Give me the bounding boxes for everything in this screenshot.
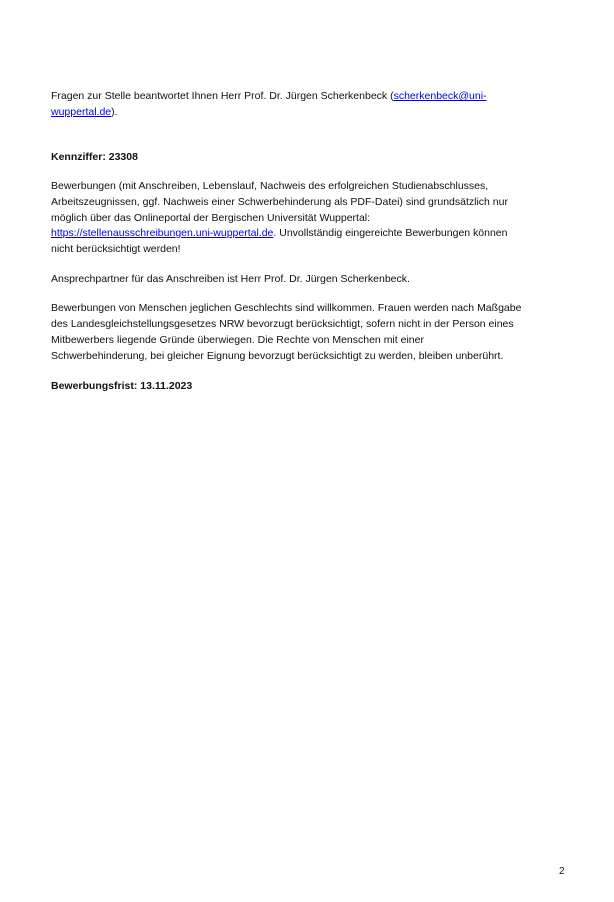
contact-line-2 xyxy=(51,105,118,119)
page-number: 2 xyxy=(559,866,565,877)
ansprechpartner: Ansprechpartner für das Anschreiben ist Herr Prof. Dr. Jürgen Scherkenbeck. xyxy=(51,273,410,285)
contact-text-end: ). xyxy=(111,106,118,118)
application-text: . Unvollständig eingereichte Bewerbungen können xyxy=(273,227,508,239)
application-line-2: Arbeitszeugnissen, ggf. Nachweis einer Schwerbehinderung als PDF-Datei) sind grundsätzlich nur xyxy=(51,196,508,208)
kennziffer: Kennziffer: 23308 xyxy=(51,151,138,163)
equality-line-4: Schwerbehinderung, bei gleicher Eignung bevorzugt berücksichtigt zu werden, bleiben unberührt. xyxy=(51,350,504,362)
equality-line-2: des Landesgleichstellungsgesetzes NRW bevorzugt berücksichtigt, sofern nicht in der Person eines xyxy=(51,318,514,330)
equality-line-1: Bewerbungen von Menschen jeglichen Geschlechts sind willkommen. Frauen werden nach Maßgabe xyxy=(51,302,522,314)
application-line-4 xyxy=(51,226,507,240)
application-line-5: nicht berücksichtigt werden! xyxy=(51,243,181,255)
deadline: Bewerbungsfrist: 13.11.2023 xyxy=(51,380,193,392)
equality-line-3: Mitbewerbers liegende Gründe überwiegen. Die Rechte von Menschen mit einer xyxy=(51,334,424,346)
contact-line-1 xyxy=(51,89,487,103)
portal-link[interactable]: https://stellenausschreibungen.uni-wuppertal.de xyxy=(51,227,274,239)
email-link-continued[interactable]: wuppertal.de xyxy=(51,106,112,118)
email-link[interactable]: scherkenbeck@uni- xyxy=(393,90,487,102)
application-line-3: möglich über das Onlineportal der Bergischen Universität Wuppertal: xyxy=(51,212,371,224)
application-line-1: Bewerbungen (mit Anschreiben, Lebenslauf, Nachweis des erfolgreichen Studienabschlusses, xyxy=(51,180,489,192)
contact-text: Fragen zur Stelle beantwortet Ihnen Herr Prof. Dr. Jürgen Scherkenbeck ( xyxy=(51,90,394,102)
